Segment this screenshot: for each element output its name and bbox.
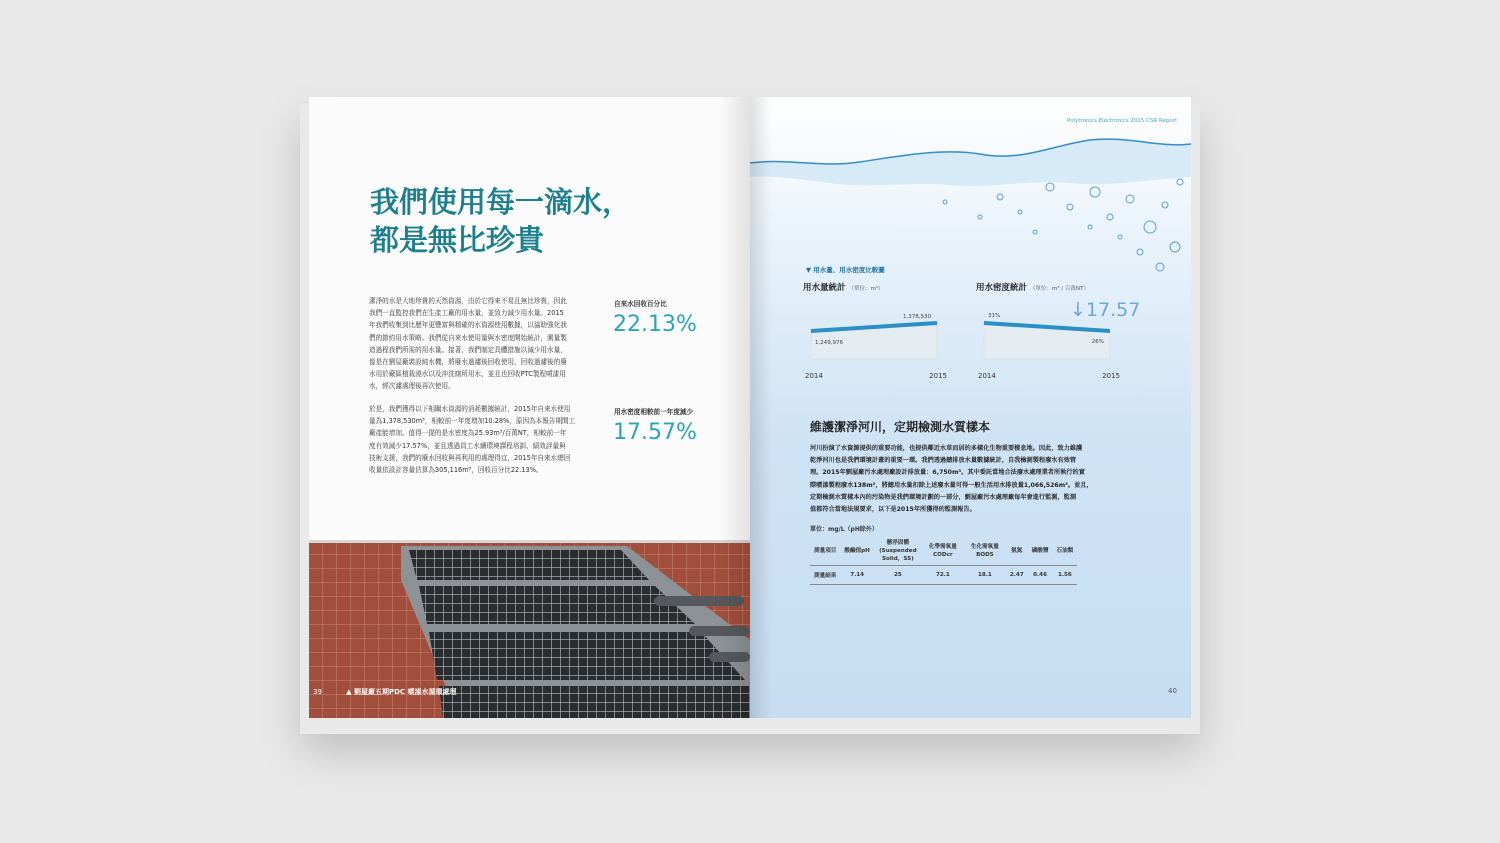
text-line: 年我們收集到比歷年更豐富與精確的水資源使用數據，以協助強化我 <box>369 321 567 330</box>
text-line: 理。2015年劉屋廠污水處理廠設計排放量：6,750m³。其中委託當地合法廢水處理業者所執行的實 <box>810 469 1085 477</box>
table-header: 磷酸鹽 <box>1028 537 1053 566</box>
table-row <box>810 566 1077 585</box>
chart-title-text: 用水密度統計 <box>976 283 1028 293</box>
section-heading: 維護潔淨河川，定期檢測水質樣本 <box>810 420 991 434</box>
section-body <box>810 443 1093 516</box>
text-line: 量為1,378,530m³，相較前一年度增加10.28%，原因為本報告期間工 <box>369 417 576 426</box>
x-tick-label: 2015 <box>1102 372 1120 380</box>
section-tag: ▼ 用水量、用水密度比較圖 <box>806 266 885 274</box>
data-label: 1,378,530 <box>903 314 931 320</box>
stat-value-recycle: 22.13% <box>613 312 697 337</box>
text-line: 技術支援，我們的廢水回收與再利用的處理得宜，2015年自來水總回 <box>369 453 571 462</box>
text-line: 像是在劉屋廠裝設純水機，將廢水過濾後回收使用，回收過濾後的廢 <box>369 358 567 367</box>
water-splash-illustration <box>750 117 1191 277</box>
text-line: 造過程我們所需的用水量。接著，我們制定具體措施以減少用水量， <box>369 345 567 354</box>
table-header-row <box>810 537 1077 566</box>
water-quality-table <box>810 537 1077 585</box>
text-line: 度有效減少17.57%，並且透過員工水續環境課程培訓、績效評量與 <box>369 441 566 450</box>
x-tick-label: 2014 <box>805 372 823 380</box>
density-chart <box>978 297 1141 387</box>
overlay-value: ↓17.57 <box>1070 299 1141 321</box>
text-line: 值都符合當地法規要求，以下是2015年所獲得的監測報告。 <box>810 506 976 514</box>
stat-label-density: 用水密度相較前一年度減少 <box>614 408 694 416</box>
chart-unit: （單位：m³ / 百萬NT） <box>1029 286 1089 292</box>
table-cell: 7.14 <box>840 566 873 585</box>
left-footer <box>313 687 457 697</box>
stat-label-recycle: 自來水回收百分比 <box>614 300 667 308</box>
chart-unit: （單位：m³） <box>848 286 884 292</box>
table-cell: 1.56 <box>1052 566 1077 585</box>
text-line: 水，經次濾處理後再次使用。 <box>369 382 455 391</box>
table-header: 懸浮固體 (Suspended Solid，SS) <box>874 537 922 566</box>
x-tick-label: 2015 <box>929 372 947 380</box>
text-line: 際噴漆製程廢水138m³，將總用水量扣除上述廢水量可得一般生活用水排放量1,066,526m³。並且， <box>810 481 1093 489</box>
data-label: 31% <box>988 313 1001 319</box>
table-cell: 18.1 <box>964 566 1006 585</box>
table-header: 化學需氧量 CODcr <box>922 537 964 566</box>
text-line: 我們一直監控我們在生產工廠的用水量，並致力減少用水量。2015 <box>369 309 564 318</box>
stat-value-density: 17.57% <box>613 420 697 445</box>
left-page <box>309 97 750 718</box>
text-line: 於是，我們獲得以下相關水資源的消耗數據統計，2015年自來水使用 <box>369 405 571 413</box>
table-header: 酸鹼值pH <box>840 537 873 566</box>
headline-line-1: 我們使用每一滴水， <box>370 185 632 219</box>
text-line: 廠產能增加。值得一提的是水密度為25.93m³/百萬NT，相較前一年 <box>369 429 567 438</box>
usage-chart <box>805 297 965 387</box>
table-unit-label: 單位：mg/L（pH除外） <box>810 526 878 533</box>
gutter-shadow-right <box>750 97 772 718</box>
table-cell: 72.1 <box>922 566 964 585</box>
table-header: 氨氮 <box>1006 537 1028 566</box>
text-line: 定期檢測水質樣本內的污染物是我們環境計劃的一部分，劉屋廠污水處理廠每年會進行監測，監測 <box>810 493 1077 501</box>
table-cell: 0.46 <box>1028 566 1053 585</box>
data-label: 1,249,976 <box>815 340 843 346</box>
text-line: 乾淨河川也是我們環境計畫的重要一環。我們透過總排放水量數據統計，自我檢測製程廢水有效管 <box>810 457 1077 465</box>
headline-line-2: 都是無比珍貴 <box>370 223 545 257</box>
table-cell: 2.47 <box>1006 566 1028 585</box>
text-line: 潔淨的水是大地珍貴的天然資源，由於它得來不易且無比珍貴，因此 <box>369 297 567 305</box>
text-line: 河川扮演了水資源提供的重要功能，也提供鄰近水草而居的多樣化生物重要棲息地。因此，致力維護 <box>810 445 1083 452</box>
text-line: 收量依設計容量估算為305,116m³，回收百分比22.13%。 <box>369 466 543 475</box>
text-line: 們的節約用水策略。我們從自來水使用量與水密度開始統計，測量製 <box>369 333 567 342</box>
text-line: 水用於廠區植栽澆水以及沖洗廁所用水，並且也回收PTC製程噴漆用 <box>369 370 566 379</box>
table-cell: 測量結果 <box>810 566 840 585</box>
data-label: 26% <box>1091 339 1104 345</box>
gutter-shadow-left <box>720 97 750 718</box>
body-paragraph-1 <box>369 295 597 393</box>
chart-title-density <box>976 281 1089 293</box>
table-header: 測量項目 <box>810 537 840 566</box>
right-page <box>750 97 1191 718</box>
table-cell: 25 <box>874 566 922 585</box>
chart-title-text: 用水量統計 <box>803 283 846 293</box>
chart-title-usage <box>803 281 884 293</box>
photo-caption: ▲ 劉屋廠五期PDC 噴漆水循環處理 <box>346 688 457 696</box>
running-header: Polytronics Electronics 2015 CSR Report <box>1067 118 1178 124</box>
table-header: 生化需氧量 BOD5 <box>964 537 1006 566</box>
right-page-number: 40 <box>1168 687 1177 695</box>
table-header: 石油類 <box>1052 537 1077 566</box>
left-page-number: 39 <box>313 688 322 696</box>
page-headline <box>370 183 631 259</box>
body-paragraph-2 <box>369 403 597 476</box>
x-tick-label: 2014 <box>978 372 996 380</box>
